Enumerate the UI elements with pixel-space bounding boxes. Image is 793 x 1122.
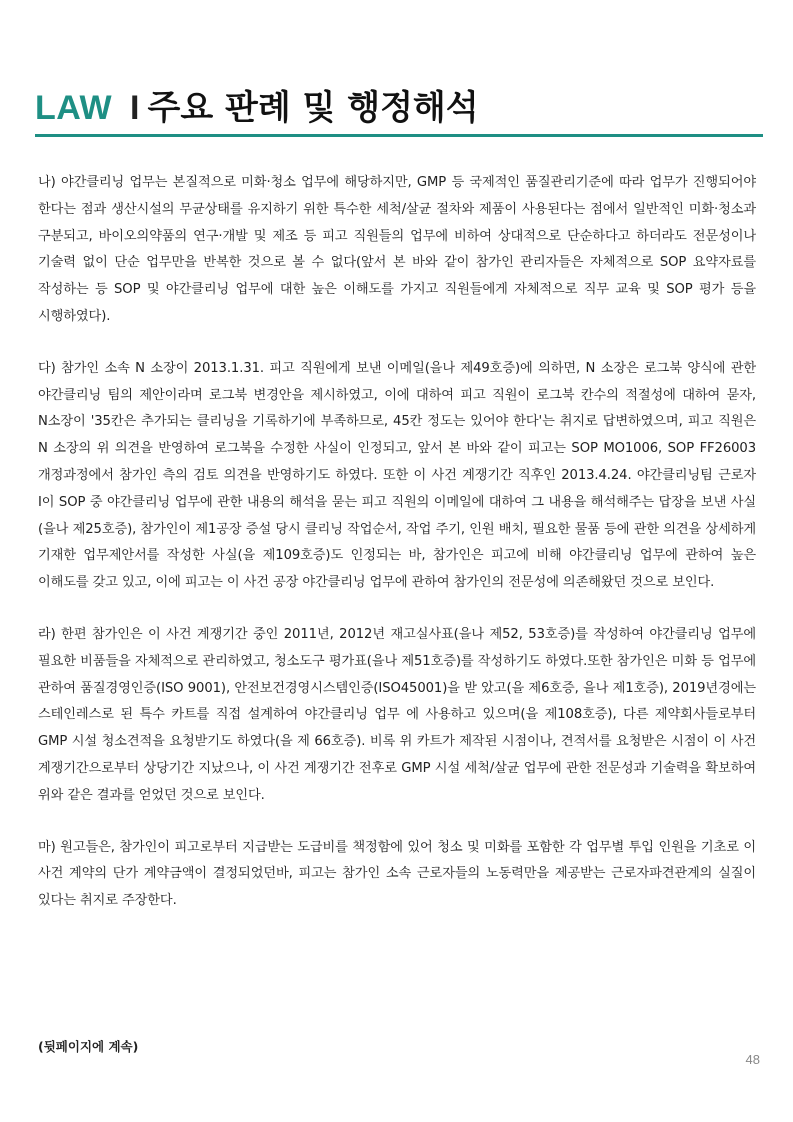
page-header <box>35 86 760 130</box>
page-number: 48 <box>745 1052 760 1067</box>
header-law-label: LAW <box>35 89 113 127</box>
header-separator: I <box>130 89 140 127</box>
document-body <box>38 170 756 940</box>
header-title <box>35 86 760 130</box>
header-divider <box>35 134 763 137</box>
paragraph-ma: 마) 원고들은, 참가인이 피고로부터 지급받는 도급비를 책정함에 있어 청소 및 미화를 포함한 각 업무별 투입 인원을 기초로 이 사건 계약의 단가 계약금액이 결정되었던바, 피고는 참가인 소속 근로자들의 노동력만을 제공받는 근로자파견관계의 실질이 있다는 취지로 주장한다. <box>38 839 756 909</box>
paragraph-da: 다) 참가인 소속 N 소장이 2013.1.31. 피고 직원에게 보낸 이메일(을나 제49호증)에 의하면, N 소장은 로그북 양식에 관한 야간클리닝 팀의 제안이라며 로그북 변경안을 제시하였고, 이에 대하여 피고 직원이 로그북 칸수의 적절성에 대하여 묻자, N소장이 '35칸은 추가되는 클리닝을 기록하기에 부족하므로, 45칸 정도는 있어야 한다'는 취지로 답변하였으며, 피고 직원은 N 소장의 위 의견을 반영하여 로그북을 수정한 사실이 인정되고, 앞서 본 바와 같이 피고는 SOP MO1006, SOP FF26003 개정과정에서 참가인 측의 검토 의견을 반영하기도 하였다. 또한 이 사건 계쟁기간 직후인 2013.4.24. 야간클리닝팀 근로자 I이 SOP 중 야간클리닝 업무에 관한 내용의 해석을 묻는 피고 직원의 이메일에 대하여 그 내용을 해석해주는 답장을 보낸 사실(을나 제25호증), 참가인이 제1공장 증설 당시 클리닝 작업순서, 작업 주기, 인원 배치, 필요한 물품 등에 관한 의견을 상세하게 기재한 업무제안서를 작성한 사실(을 제109호증)도 인정되는 바, 참가인은 피고에 비해 야간클리닝 업무에 관하여 높은 이해도를 갖고 있고, 이에 피고는 이 사건 공장 야간클리닝 업무에 관하여 참가인의 전문성에 의존해왔던 것으로 보인다. <box>38 360 756 591</box>
continued-note: (뒷페이지에 계속) <box>38 1039 139 1054</box>
paragraph-na: 나) 야간클리닝 업무는 본질적으로 미화·청소 업무에 해당하지만, GMP 등 국제적인 품질관리기준에 따라 업무가 진행되어야 한다는 점과 생산시설의 무균상태를 유지하기 위한 특수한 세척/살균 절차와 제품이 사용된다는 점에서 일반적인 미화·청소과 구분되고, 바이오의약품의 연구·개발 및 제조 등 피고 직원들의 업무에 비하여 상대적으로 단순하다고 하더라도 전문성이나 기술력 없이 단순 업무만을 반복한 것으로 볼 수 없다(앞서 본 바와 같이 참가인 관리자들은 자체적으로 SOP 요약자료를 작성하는 등 SOP 및 야간클리닝 업무에 대한 높은 이해도를 가지고 직원들에게 자체적으로 직무 교육 및 SOP 평가 등을 시행하였다). <box>38 175 756 324</box>
paragraph-ra: 라) 한편 참가인은 이 사건 계쟁기간 중인 2011년, 2012년 재고실사표(을나 제52, 53호증)를 작성하여 야간클리닝 업무에 필요한 비품들을 자체적으로 관리하였고, 청소도구 평가표(을나 제51호증)를 작성하기도 하였다.또한 참가인은 미화 등 업무에 관하여 품질경영인증(ISO 9001), 안전보건경영시스템인증(ISO45001)을 받 았고(을 제6호증, 을나 제1호증), 2019년경에는 스테인레스로 된 특수 카트를 직접 설계하여 야간클리닝 업무 에 사용하고 있으며(을 제108호증), 다른 제약회사들로부터 GMP 시설 청소견적을 요청받기도 하였다(을 제 66호증). 비록 위 카트가 제작된 시점이나, 견적서를 요청받은 시점이 이 사건 계쟁기간으로부터 상당기간 지났으나, 이 사건 계쟁기간 전후로 GMP 시설 세척/살균 업무에 관한 전문성과 기술력을 확보하여 위와 같은 결과를 얻었던 것으로 보인다. <box>38 626 756 803</box>
section-title: 주요 판례 및 행정해석 <box>147 88 479 128</box>
